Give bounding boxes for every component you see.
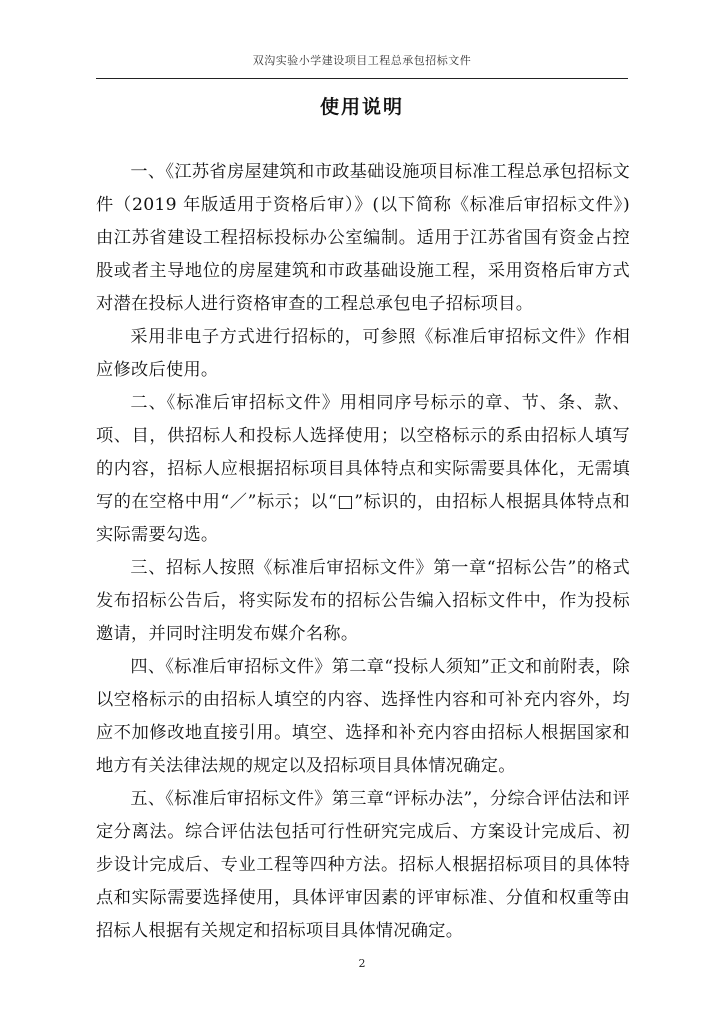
paragraph-6: 五、《标准后审招标文件》第三章“评标办法”，分综合评估法和评定分离法。综合评估法包括可行性研究完成后、方案设计完成后、初步设计完成后、专业工程等四种方法。招标人根据招标项目的具体特点和实际需要选择使用，具体评审因素的评审标准、分值和权重等由招标人根据有关规定和招标项目具体情况确定。: [96, 789, 630, 941]
running-header: 双沟实验小学建设项目工程总承包招标文件: [252, 54, 472, 67]
page-number: 2: [358, 957, 366, 970]
paragraph-2: 采用非电子方式进行招标的，可参照《标准后审招标文件》作相应修改后使用。: [96, 327, 630, 380]
paragraph-1: 一、《江苏省房屋建筑和市政基础设施项目标准工程总承包招标文件（2019 年版适用于资格后审）》(以下简称《标准后审招标文件》)由江苏省建设工程招标投标办公室编制。适用于江苏省国有资金占控股或者主导地位的房屋建筑和市政基础设施工程，采用资格后审方式对潜在投标人进行资格审查的工程总承包电子招标项目。: [96, 162, 630, 314]
page-title: 使用说明: [319, 96, 404, 118]
paragraph-5: 四、《标准后审招标文件》第二章“投标人须知”正文和前附表，除以空格标示的由招标人填空的内容、选择性内容和可补充内容外，均应不加修改地直接引用。填空、选择和补充内容由招标人根据国家和地方有关法律法规的规定以及招标项目具体情况确定。: [96, 657, 630, 776]
paragraph-4: 三、招标人按照《标准后审招标文件》第一章“招标公告”的格式发布招标公告后，将实际发布的招标公告编入招标文件中，作为投标邀请，并同时注明发布媒介名称。: [96, 558, 630, 644]
document-body: [96, 156, 630, 948]
header-divider: [96, 78, 628, 79]
paragraph-3: 二、《标准后审招标文件》用相同序号标示的章、节、条、款、项、目，供招标人和投标人选择使用；以空格标示的系由招标人填写的内容，招标人应根据招标项目具体特点和实际需要具体化，无需填写的在空格中用“／”标示；以“□”标识的，由招标人根据具体特点和实际需要勾选。: [96, 393, 630, 545]
